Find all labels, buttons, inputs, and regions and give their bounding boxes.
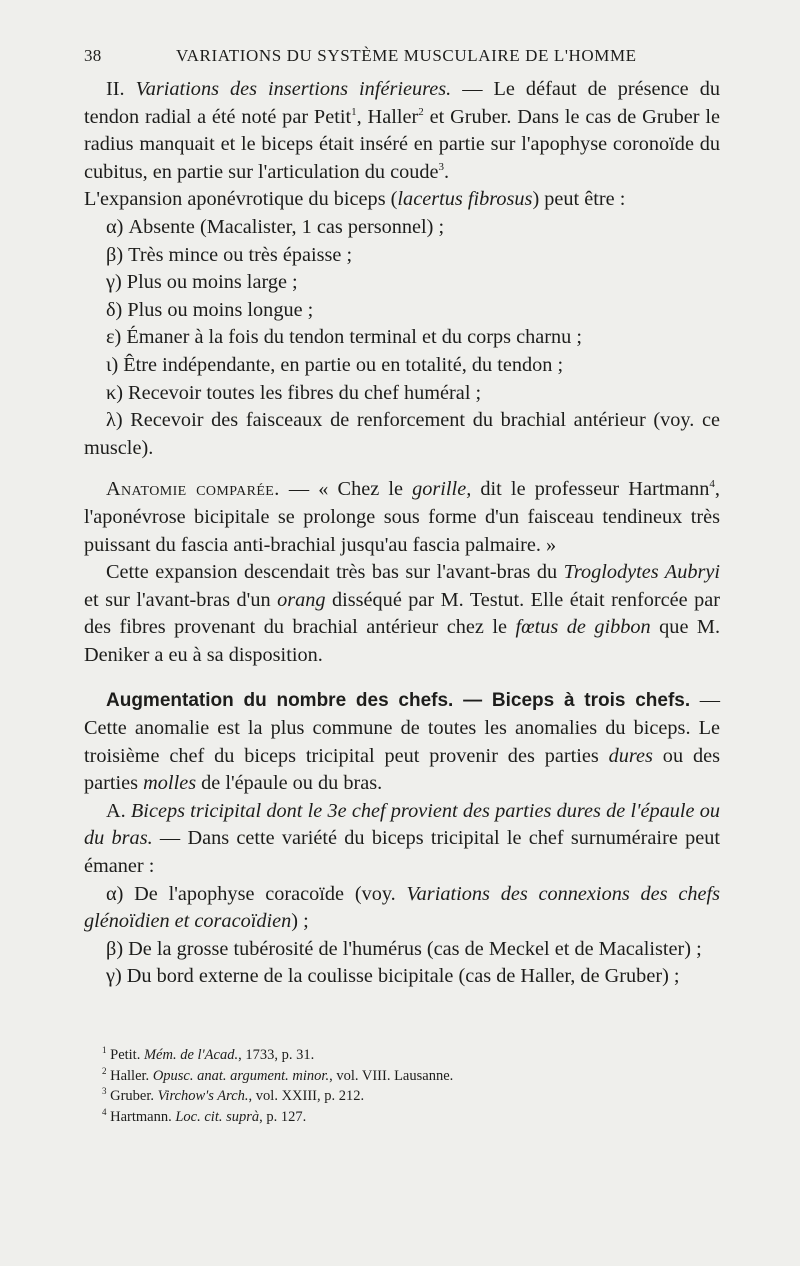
footnote-ref: 2 <box>418 105 424 118</box>
list-item: ε) Émaner à la fois du tendon terminal et du corps charnu ; <box>106 326 582 349</box>
list-item: α) De l'apophyse coracoïde (voy. Variations des connexions des chefs glénoïdien et coracoïdien) ; <box>84 882 720 933</box>
section-label: Anatomie comparée. <box>106 478 280 501</box>
paragraph-inferior-insertions: II. Variations des insertions inférieures. — Le défaut de présence du tendon radial a été noté par Petit$^1$, Haller$^2$ et Gruber. Dans le cas de Gruber le radius manquait et le biceps était inséré en partie sur l'apophyse coronoïde du cubitus, en partie sur l'articulation du coude$^3$. <box>84 78 720 183</box>
running-title: VARIATIONS DU SYSTÈME MUSCULAIRE DE L'HOMME <box>176 46 637 65</box>
list-item: ι) Être indépendante, en partie ou en totalité, du tendon ; <box>106 353 564 376</box>
paragraph-comparative-anatomy: Anatomie comparée. — « Chez le gorille, dit le professeur Hartmann$^4$, l'aponévrose bicipitale se prolonge sous forme d'un faisceau tendineux très puissant du fascia anti-brachial jusqu'au fascia palmaire. » <box>84 478 720 556</box>
section-heading: Augmentation du nombre des chefs. — Biceps à trois chefs. <box>106 690 691 712</box>
paragraph-expansion: L'expansion aponévrotique du biceps (lacertus fibrosus) peut être : <box>84 188 626 211</box>
page-number: 38 <box>84 46 102 65</box>
paragraph-expansion-apes: Cette expansion descendait très bas sur l'avant-bras du Troglodytes Aubryi et sur l'avant-bras d'un orang disséqué par M. Testut. Elle était renforcée par des fibres provenant du brachial antérieur chez le fœtus de gibbon que M. Deniker a eu à sa disposition. <box>84 561 721 666</box>
list-item: γ) Du bord externe de la coulisse bicipitale (cas de Haller, de Gruber) ; <box>106 965 680 988</box>
footnotes <box>102 1045 722 1127</box>
paragraph-section-a: A. Biceps tricipital dont le 3e chef provient des parties dures de l'épaule ou du bras. — Dans cette variété du biceps tricipital le chef surnuméraire peut émaner : <box>84 799 720 878</box>
list-item: λ) Recevoir des faisceaux de renforcement du brachial antérieur (voy. ce muscle). <box>84 409 720 459</box>
footnote: $^4$ Hartmann. Loc. cit. suprà, p. 127. <box>102 1106 307 1125</box>
list-item: α) Absente (Macalister, 1 cas personnel) ; <box>106 215 445 238</box>
main-text <box>84 76 720 991</box>
list-item: γ) Plus ou moins large ; <box>106 271 298 294</box>
list-item: β) Très mince ou très épaisse ; <box>106 243 353 266</box>
footnote-ref: 4 <box>709 478 715 491</box>
running-header <box>84 46 720 72</box>
footnote: $^2$ Haller. Opusc. anat. argument. minor., vol. VIII. Lausanne. <box>102 1065 454 1084</box>
paragraph-augmentation: Augmentation du nombre des chefs. — Biceps à trois chefs. — Cette anomalie est la plus commune de toutes les anomalies du biceps. Le troisième chef du biceps tricipital peut provenir des parties dures ou des parties molles de l'épaule ou du bras. <box>84 689 720 795</box>
section-title: Biceps tricipital dont le 3e chef provient des parties dures de l'épaule ou du bras. <box>84 799 720 850</box>
footnote-ref: 1 <box>351 105 357 118</box>
list-item: κ) Recevoir toutes les fibres du chef huméral ; <box>106 381 482 404</box>
footnote: $^3$ Gruber. Virchow's Arch., vol. XXIII, p. 212. <box>102 1086 365 1104</box>
footnote-ref: 3 <box>438 161 445 174</box>
list-item: δ) Plus ou moins longue ; <box>106 298 314 321</box>
section-title: Variations des insertions inférieures. <box>135 78 452 100</box>
list-item: β) De la grosse tubérosité de l'humérus (cas de Meckel et de Macalister) ; <box>106 937 702 960</box>
footnote: $^1$ Petit. Mém. de l'Acad., 1733, p. 31. <box>102 1045 315 1063</box>
